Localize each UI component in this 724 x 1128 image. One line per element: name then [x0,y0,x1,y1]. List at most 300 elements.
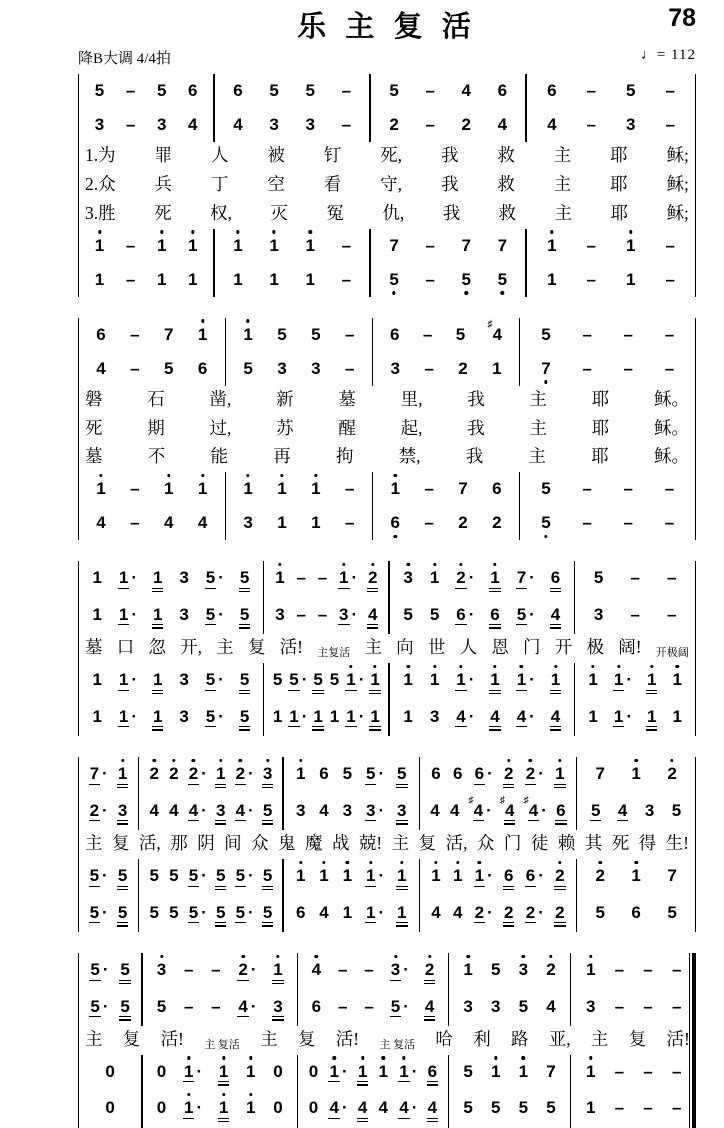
note: 4 [367,604,378,624]
voice-row-bass [371,263,525,297]
dash: – [211,960,221,979]
octave-dot-above [617,665,620,668]
note: 7 [546,1061,556,1081]
note: 4 [449,800,460,820]
dash: – [623,479,633,499]
dash: – [664,358,675,378]
lyric-syllable: 间 [224,833,242,854]
voice-row-alto [79,108,213,142]
augmentation-dot: · [351,568,358,588]
note: 5 [120,996,130,1016]
octave-dot-below [392,291,395,294]
lyric-syllable: 主 [364,637,382,658]
octave-dot-above [236,230,239,233]
note: 3 [156,115,167,134]
lyric-line [79,386,695,415]
lyric-syllable: 复 [297,1029,316,1049]
lyric-line [79,200,695,229]
note: 1 [402,671,413,688]
note: 1 · [118,706,138,726]
dash: – [424,358,434,378]
measure [449,953,569,1026]
note: 6 [631,902,641,922]
measure [371,74,525,142]
lyric-syllable: 哈 [435,1029,453,1049]
note: 1 [92,706,102,726]
note: 1 · [328,1063,347,1083]
measure [79,229,213,297]
octave-dot-above [187,1056,190,1059]
dash: – [211,996,221,1016]
note: 6 [389,514,400,531]
note: 1 [276,480,287,497]
voice-row-bass [215,263,369,297]
note: 6 [319,764,329,784]
voice-row-alto [571,990,696,1027]
augmentation-dot: · [378,866,385,885]
voice-row-tenor [371,229,525,263]
voice-row-tenor [139,859,282,896]
voice-pair [79,1055,696,1128]
note: 1 [647,706,657,726]
dash: – [665,235,675,255]
note: 1 · [366,902,385,922]
note: 2 [367,569,378,589]
note: 1 [554,765,565,785]
voice-row-alto [264,598,388,635]
note: 5 [117,902,128,922]
note: 5 · [205,670,224,690]
measure [520,472,695,540]
augmentation-dot: · [250,960,257,979]
note: 1 · [338,569,357,589]
lyric-syllable: 复 [628,1029,647,1049]
measure [527,74,695,142]
augmentation-dot: · [538,866,544,885]
note: 1 [585,961,596,978]
voice-row-soprano [79,74,213,108]
lyric-syllable: 主 [553,145,572,165]
lyric-syllable: 主 [85,1029,103,1049]
meta-row [78,47,696,68]
dash: – [341,81,352,100]
lyric-syllable: 再 [273,446,291,467]
octave-dot-above [428,955,431,958]
octave-dot-above [278,563,281,566]
note: 1 [518,1063,529,1080]
measure [420,757,576,830]
note: 1 [197,326,208,343]
rest: 0 [273,1098,283,1118]
voice-row-soprano [420,757,576,794]
voice-pair [79,318,695,386]
augmentation-dot: · [487,866,493,885]
octave-dot-above [222,1056,225,1059]
augmentation-dot: · [626,706,632,726]
note: 7 [389,235,399,255]
lyric-syllable: 死 [85,417,103,438]
voice-row-bass [139,896,282,933]
voice-pair [79,757,695,830]
octave-dot-above [280,474,283,477]
note: 1 · [118,670,138,690]
voice-row-bass [527,263,695,297]
note: 5 [389,81,399,100]
voice-row-tenor [143,1055,297,1092]
dash: – [671,1061,682,1081]
note: 2 [554,867,565,887]
octave-dot-above [650,665,653,668]
lyric-syllable: 我 [465,446,484,467]
voice-row-bass [420,896,576,933]
note: 1 [305,269,315,289]
dash: – [671,1098,682,1118]
note: 1 [452,867,463,884]
lyric-syllable: 救 [497,145,515,165]
octave-dot-above [558,861,561,864]
note: 1 [310,480,321,497]
dash: – [424,513,434,533]
dash: – [643,960,653,979]
note: 3 [156,961,167,978]
augmentation-dot: · [538,902,544,922]
voice-row-tenor [215,229,369,263]
dash: – [130,513,140,533]
system-2 [78,318,696,541]
note: 6 [197,358,208,378]
lyric-syllable: 拘 [335,446,354,467]
note: 1 · [118,568,138,588]
dash: – [666,568,677,588]
note: 4 [319,800,329,820]
octave-dot-above [369,861,372,864]
octave-dot-above [529,759,532,762]
augmentation-dot: · [468,706,475,726]
note: 1 [550,671,561,691]
measure [264,663,388,736]
dash: – [643,1061,653,1081]
octave-dot-above [314,474,317,477]
lyric-syllable: 活, [138,833,161,854]
note: 4 [319,902,329,922]
measure [143,953,297,1026]
dash: – [125,115,136,134]
dash: – [664,479,675,499]
voice-row-bass [226,506,372,540]
note: 6 [550,568,561,588]
note: 1 [152,604,163,624]
dash: – [344,324,355,344]
note: 5 · [205,568,224,588]
lyric-syllable: 众 [476,833,495,854]
octave-dot-above [400,861,403,864]
note: 1 [269,269,279,289]
augmentation-dot: · [403,960,409,979]
augmentation-dot: · [403,996,409,1016]
note: 1 [94,237,105,254]
note: 5 [163,358,174,378]
voice-row-alto [371,108,525,142]
augmentation-dot: · [529,568,535,588]
note: 1 [311,513,321,533]
note: 5 [429,604,440,624]
note: 5 [262,866,273,885]
voice-row-soprano [143,953,297,990]
sharp-sign: ♯ [487,318,493,330]
voice-row-alto [373,352,519,386]
lyric-syllable: 稣。 [653,446,689,467]
measure [298,1055,448,1128]
lyric-line [79,634,695,663]
note: 3 [311,358,321,378]
voice-row-tenor [79,663,263,700]
note: 3 [179,568,189,588]
note: 5 [546,1098,556,1118]
octave-dot-above [276,955,279,958]
note: 1 [389,480,400,497]
voice-row-tenor [577,859,695,896]
octave-dot-above [299,861,302,864]
augmentation-dot: · [131,706,138,726]
note: 3 [518,961,529,978]
octave-dot-above [550,230,553,233]
note: 6 [96,324,106,344]
note: 2 [458,358,468,378]
voice-pair [79,229,695,297]
voice-row-alto [139,794,282,831]
lyric-line [79,830,695,859]
note: 5 [491,1098,501,1118]
note: 7 [667,866,677,885]
note: 6 [431,764,441,784]
note: 4 [424,996,435,1016]
note: 1 · [455,671,474,691]
lyric-syllable: 灭 [270,202,288,223]
note: 7 [497,235,508,255]
octave-dot-above [478,861,481,864]
note: 1 [625,237,636,254]
note: 3 [644,800,655,820]
rest: 0 [105,1098,115,1118]
augmentation-dot: · [131,568,138,588]
voice-row-soprano [264,561,388,598]
lyric-syllable: 主 [554,202,573,223]
lyric-syllable: 魔 [305,833,323,854]
lyric-syllable: 我 [442,202,461,223]
note: 5 [94,81,105,100]
note: 1 [547,269,557,289]
note: 1 [304,237,315,254]
system-3 [78,561,696,736]
octave-dot-above [222,1093,225,1096]
lyric-syllable: 主 复活 [204,1039,240,1052]
rest: 0 [308,1061,319,1081]
octave-dot-above [493,563,496,566]
dash: – [341,269,352,289]
note: 5 · [90,960,109,979]
augmentation-dot: · [248,902,254,922]
lyric-syllable: 过, [209,417,232,438]
dash: – [614,1098,625,1118]
note: 1 [626,269,636,289]
note: 5 [518,996,529,1016]
note: 1 [546,237,557,254]
dash: – [586,269,597,289]
note: 4 · [516,706,535,726]
note: 6 [188,81,198,100]
voice-row-bass [79,1091,141,1128]
lyric-syllable: 主 [260,1029,278,1049]
note: 4 [188,115,198,134]
lyric-line [79,443,695,472]
dash: – [338,960,348,979]
octave-dot-above [299,759,302,762]
augmentation-dot: · [218,706,224,726]
measure [215,229,369,297]
octave-dot-above [201,319,204,322]
dash: – [665,269,675,289]
lyric-syllable: 阔! [618,637,642,658]
note: 1 [163,480,174,497]
voice-row-alto [284,794,419,831]
note: 5 [215,902,226,922]
note: 3 [402,569,413,586]
voice-row-bass [79,263,213,297]
lyric-syllable: 门 [503,833,522,854]
voice-row-alto [577,794,695,831]
lyric-syllable: 罪 [154,145,173,165]
note: 6 [295,902,306,922]
octave-dot-above [382,1056,385,1059]
note: 1 · [289,706,308,726]
voice-row-tenor [420,859,576,896]
note: 4 · [329,1098,348,1118]
dash: – [183,996,194,1016]
note: 1 [429,569,440,586]
note: 7 · [89,764,108,784]
octave-dot-above [599,861,602,864]
augmentation-dot: · [378,800,385,820]
note: 5 [262,902,273,922]
note: 1 [587,671,598,688]
voice-row-alto [79,598,263,635]
measure [298,953,448,1026]
lyric-syllable: 耶 [610,145,628,165]
note: 6 · [474,764,493,784]
octave-dot-above [634,759,637,762]
measure [527,229,695,297]
lyric-syllable: 冤 [326,202,344,223]
lyric-syllable: 其 [584,833,603,854]
lyric-syllable: 被 [267,145,285,165]
lyric-syllable: 路 [510,1029,529,1049]
note: 5 [626,81,636,100]
rest: 0 [308,1098,319,1118]
note: 1 [218,1063,229,1083]
octave-dot-above [153,759,156,762]
voice-row-alto [527,108,695,142]
note: 5 [540,514,551,531]
note: 1 [218,1099,229,1119]
note: 5 [541,324,551,344]
lyric-syllable: 主 [590,1029,609,1049]
voice-row-tenor [449,1055,569,1092]
dash: – [614,1061,625,1081]
note: 3 [179,670,189,690]
octave-dot-above [98,230,101,233]
note: 4 · [399,1098,418,1118]
augmentation-dot: · [541,800,547,820]
lyric-syllable: 石 [147,388,165,409]
augmentation-dot: · [102,764,108,784]
note: 5 [497,271,508,288]
measure [79,663,263,736]
augmentation-dot: · [468,568,475,588]
lyric-syllable: 主 [85,833,103,854]
lyric-syllable: 死 [154,202,172,223]
augmentation-dot: · [358,670,365,690]
dash: – [586,235,597,255]
lyric-syllable: 那 [170,833,188,854]
dash: – [130,324,140,344]
note: 5 [593,568,604,588]
octave-dot-above [160,955,163,958]
voice-row-soprano [215,74,369,108]
note: 1 [272,961,283,981]
note: 3 [94,115,105,134]
note: 5 [491,960,501,979]
voice-row-soprano [571,953,696,990]
note: 1 [313,706,323,726]
note: 1 [242,326,253,343]
note: 5 · [89,866,108,885]
note: 1 [187,237,198,254]
octave-dot-above [554,665,557,668]
voice-row-bass [143,1091,297,1128]
measure [226,318,372,386]
measure [373,472,519,540]
augmentation-dot: · [468,670,475,690]
lyric-syllable: 我 [467,388,485,409]
note: 5 [397,764,407,784]
note: 6 [556,800,566,820]
voice-row-alto [390,598,574,635]
octave-dot-above [187,1093,190,1096]
dash: – [665,115,675,134]
note: 4 · [456,706,475,726]
lyric-syllable: 3.胜 [85,202,116,223]
note: 6 [427,1061,438,1081]
dash: – [425,269,435,289]
note: 1 [92,568,102,588]
measure [226,472,372,540]
system-5 [78,953,696,1128]
dash: – [317,604,328,624]
octave-dot-above [172,759,175,762]
voice-row-soprano [284,757,419,794]
note: 4 [357,1098,368,1118]
tempo-marking: ♩= 112 [640,47,696,63]
dash: – [614,996,625,1016]
voice-row-alto [298,990,448,1027]
note: 5 [120,960,130,979]
note: 5 [591,800,601,820]
note: 1 · [398,1063,417,1083]
octave-dot-above [676,665,679,668]
measure [79,74,213,142]
measure [79,1055,141,1128]
octave-dot-above [249,1093,252,1096]
